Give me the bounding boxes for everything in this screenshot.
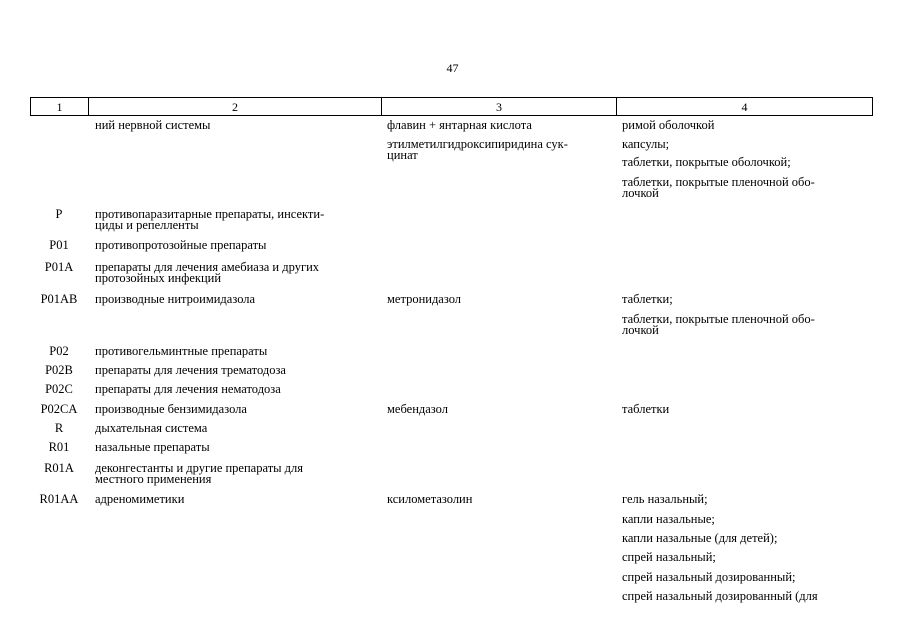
row-dosage-form: капли назальные (для детей); [622, 531, 778, 545]
row-atc-code: P [55, 207, 63, 221]
row-atc-code: P02B [45, 363, 73, 377]
row-drug-line2: цинат [387, 148, 418, 162]
row-dosage-form: спрей назальный; [622, 550, 716, 564]
row-description: противопротозойные препараты [95, 238, 267, 252]
row-atc-code: P02C [45, 382, 73, 396]
row-drug: ксилометазолин [387, 492, 473, 506]
page-number: 47 [446, 61, 459, 75]
row-description-line2: протозойных инфекций [95, 271, 222, 285]
row-description: противогельминтные препараты [95, 344, 268, 358]
row-dosage-form: спрей назальный дозированный; [622, 570, 796, 584]
row-dosage-form-line2: лочкой [622, 186, 659, 200]
row-description: препараты для лечения нематодоза [95, 382, 281, 396]
table-header [30, 97, 873, 116]
row-atc-code: P02CA [40, 402, 78, 416]
row-dosage-form: таблетки [622, 402, 670, 416]
row-drug: метронидазол [387, 292, 462, 306]
row-drug: мебендазол [387, 402, 448, 416]
row-description-line1: препараты для лечения амебиаза и других [95, 260, 320, 274]
row-dosage-form: капли назальные; [622, 512, 715, 526]
row-dosage-form: капсулы; [622, 137, 670, 151]
row-description: назальные препараты [95, 440, 210, 454]
header-col-2: 2 [89, 98, 382, 116]
row-drug-line1: этилметилгидроксипиридина сук- [387, 137, 568, 151]
row-dosage-form: таблетки; [622, 292, 673, 306]
row-atc-code: R01AA [39, 492, 79, 506]
header-col-1: 1 [31, 98, 89, 116]
row-atc-code: P01 [49, 238, 69, 252]
row-description-line2: циды и репелленты [95, 218, 199, 232]
row-description-line2: местного применения [95, 472, 212, 486]
row-description: производные бензимидазола [95, 402, 247, 416]
row-atc-code: R01 [48, 440, 70, 454]
row-dosage-form: спрей назальный дозированный (для [622, 589, 818, 603]
row-description: препараты для лечения трематодоза [95, 363, 286, 377]
row-description-line1: противопаразитарные препараты, инсекти- [95, 207, 325, 221]
row-description-line1: деконгестанты и другие препараты для [95, 461, 304, 475]
row-dosage-form-line1: таблетки, покрытые пленочной обо- [622, 312, 815, 326]
row-atc-code: P02 [49, 344, 69, 358]
header-col-4: 4 [617, 98, 873, 116]
row-description: адреномиметики [95, 492, 185, 506]
row-dosage-form: гель назальный; [622, 492, 708, 506]
row-description: производные нитроимидазола [95, 292, 256, 306]
row-dosage-form-line1: таблетки, покрытые пленочной обо- [622, 175, 815, 189]
row-drug: флавин + янтарная кислота [387, 118, 532, 132]
header-col-3: 3 [382, 98, 617, 116]
row-atc-code: P01A [44, 260, 74, 274]
row-dosage-form-line2: лочкой [622, 323, 659, 337]
row-dosage-form: римой оболочкой [622, 118, 715, 132]
row-atc-code: R01A [44, 461, 74, 475]
row-description: ний нервной системы [95, 118, 211, 132]
row-description: дыхательная система [95, 421, 208, 435]
row-atc-code: R [54, 421, 64, 435]
row-atc-code: P01AB [40, 292, 78, 306]
row-dosage-form: таблетки, покрытые оболочкой; [622, 155, 791, 169]
